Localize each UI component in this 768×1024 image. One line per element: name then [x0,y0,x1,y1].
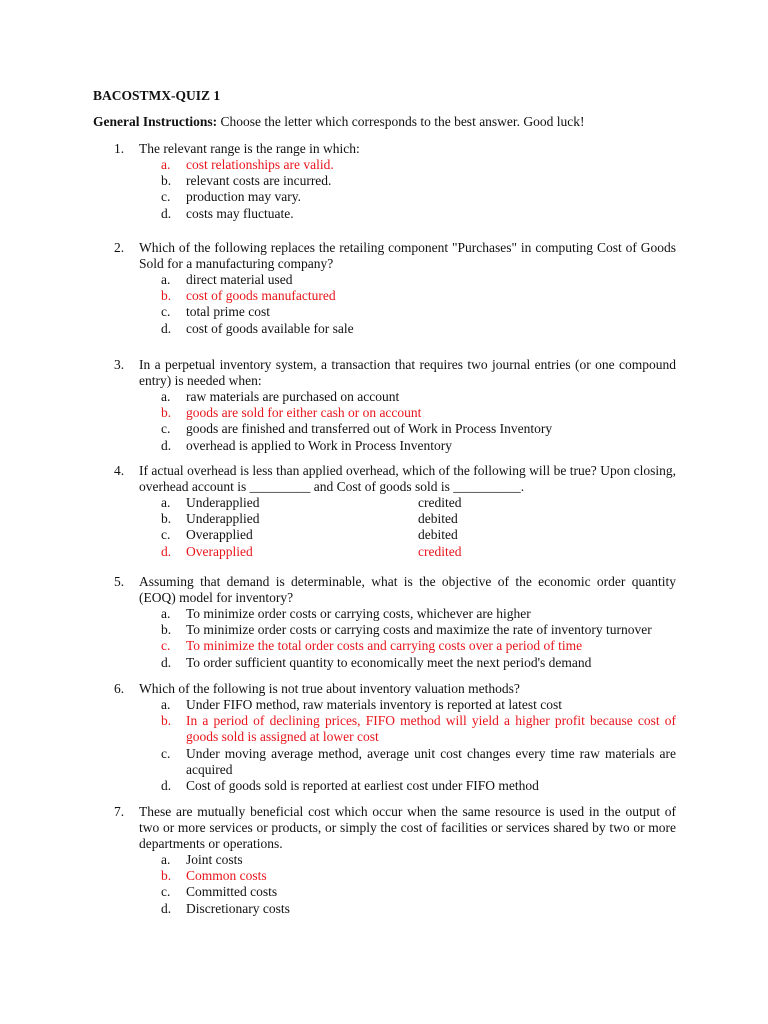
option-text: Common costs [186,868,267,884]
option-letter: d. [161,320,172,336]
question-1 [114,141,676,222]
option-a [161,272,676,288]
option-text: Under moving average method, average unit cost changes every time raw materials are acquired [186,745,676,777]
option-a [161,697,676,713]
option-text: relevant costs are incurred. [186,173,332,189]
question-text: If actual overhead is less than applied overhead, which of the following will be true? Upon closing, overhead account is _________ and Cost of goods sold is __________. [139,463,676,494]
option-b [161,173,676,189]
option-letter: b. [161,622,172,638]
question-number: 5. [114,574,125,589]
question-6 [114,681,676,794]
option-text: cost of goods available for sale [186,320,354,336]
option-second-column: debited [418,511,458,527]
option-text: Underapplied [186,511,260,527]
option-b [161,511,676,527]
option-text: Cost of goods sold is reported at earliest cost under FIFO method [186,778,539,794]
option-letter: b. [161,868,172,884]
option-b [161,713,676,745]
option-c [161,527,676,543]
question-2 [114,240,676,337]
option-letter: d. [161,900,172,916]
option-second-column: debited [418,527,458,543]
option-b [161,405,676,421]
option-d [161,901,676,917]
option-text: goods are sold for either cash or on account [186,405,422,421]
option-text: goods are finished and transferred out of Work in Process Inventory [186,421,553,437]
general-instructions [93,113,585,130]
options-list [161,697,676,794]
option-text: total prime cost [186,304,270,320]
option-text: costs may fluctuate. [186,205,294,221]
option-letter: b. [161,511,172,527]
option-text: Overapplied [186,543,253,559]
option-text: Discretionary costs [186,900,290,916]
option-letter: d. [161,778,172,794]
option-text: In a period of declining prices, FIFO method will yield a higher profit because cost of goods sold is assigned at lower cost [186,713,676,745]
instructions-label: General Instructions: [93,114,218,129]
question-text: These are mutually beneficial cost which occur when the same resource is used in the output of two or more services or products, or simply the cost of facilities or services shared by two or more departments or operations. [139,804,676,851]
option-d [161,544,676,560]
option-c [161,638,676,654]
question-number: 2. [114,240,125,255]
option-second-column: credited [418,495,462,510]
option-c [161,189,676,205]
option-a [161,495,676,511]
option-letter: d. [161,437,172,453]
question-text: Which of the following is not true about inventory valuation methods? [139,681,520,696]
option-letter: c. [161,745,171,761]
option-a [161,389,676,405]
option-c [161,304,676,320]
option-letter: a. [161,157,171,172]
question-text: Which of the following replaces the retailing component "Purchases" in computing Cost of Goods Sold for a manufacturing company? [139,240,676,271]
option-letter: a. [161,272,171,287]
quiz-title: BACOSTMX-QUIZ 1 [93,88,221,103]
question-number: 6. [114,681,125,696]
option-text: direct material used [186,272,293,287]
options-list [161,606,676,671]
question-4 [114,463,676,560]
option-letter: d. [161,654,172,670]
option-letter: d. [161,543,172,559]
option-text: Joint costs [186,852,243,867]
option-text: Committed costs [186,884,278,900]
option-text: Underapplied [186,495,260,510]
option-text: production may vary. [186,189,301,205]
option-c [161,421,676,437]
option-text: To minimize the total order costs and carrying costs over a period of time [186,638,583,654]
option-d [161,321,676,337]
option-letter: d. [161,205,172,221]
option-letter: c. [161,527,171,543]
options-list [161,157,676,222]
options-list [161,495,676,560]
option-text: Under FIFO method, raw materials inventory is reported at latest cost [186,697,563,712]
question-number: 1. [114,141,125,156]
option-letter: a. [161,852,171,867]
option-letter: c. [161,421,171,437]
question-text: In a perpetual inventory system, a transaction that requires two journal entries (or one compound entry) is needed when: [139,357,676,388]
option-d [161,655,676,671]
option-text: To order sufficient quantity to economically meet the next period's demand [186,654,592,670]
option-b [161,622,676,638]
option-b [161,868,676,884]
option-text: raw materials are purchased on account [186,389,400,404]
options-list [161,852,676,917]
option-letter: a. [161,606,171,621]
option-d [161,206,676,222]
option-b [161,288,676,304]
option-letter: b. [161,288,172,304]
instructions-text: Choose the letter which corresponds to the best answer. Good luck! [217,114,585,129]
option-letter: c. [161,638,171,654]
option-letter: b. [161,173,172,189]
option-letter: b. [161,405,172,421]
option-text: cost of goods manufactured [186,288,336,304]
option-text: To minimize order costs or carrying costs and maximize the rate of inventory turnover [186,622,652,638]
option-letter: c. [161,304,171,320]
question-number: 4. [114,463,125,478]
question-number: 3. [114,357,125,372]
option-text: To minimize order costs or carrying costs, whichever are higher [186,606,531,621]
option-letter: a. [161,697,171,712]
option-a [161,606,676,622]
option-d [161,778,676,794]
option-a [161,852,676,868]
option-second-column: credited [418,543,462,559]
question-text: The relevant range is the range in which: [139,141,360,156]
option-text: Overapplied [186,527,253,543]
question-text: Assuming that demand is determinable, what is the objective of the economic order quantity (EOQ) model for inventory? [139,574,676,605]
question-3 [114,357,676,454]
option-d [161,438,676,454]
option-letter: b. [161,713,172,729]
option-letter: a. [161,495,171,510]
option-text: overhead is applied to Work in Process Inventory [186,437,452,453]
question-number: 7. [114,804,125,819]
option-c [161,746,676,778]
option-text: cost relationships are valid. [186,157,334,172]
question-5 [114,574,676,671]
option-letter: c. [161,884,171,900]
option-letter: c. [161,189,171,205]
option-a [161,157,676,173]
options-list [161,272,676,337]
options-list [161,389,676,454]
option-letter: a. [161,389,171,404]
option-c [161,884,676,900]
question-7 [114,804,676,917]
